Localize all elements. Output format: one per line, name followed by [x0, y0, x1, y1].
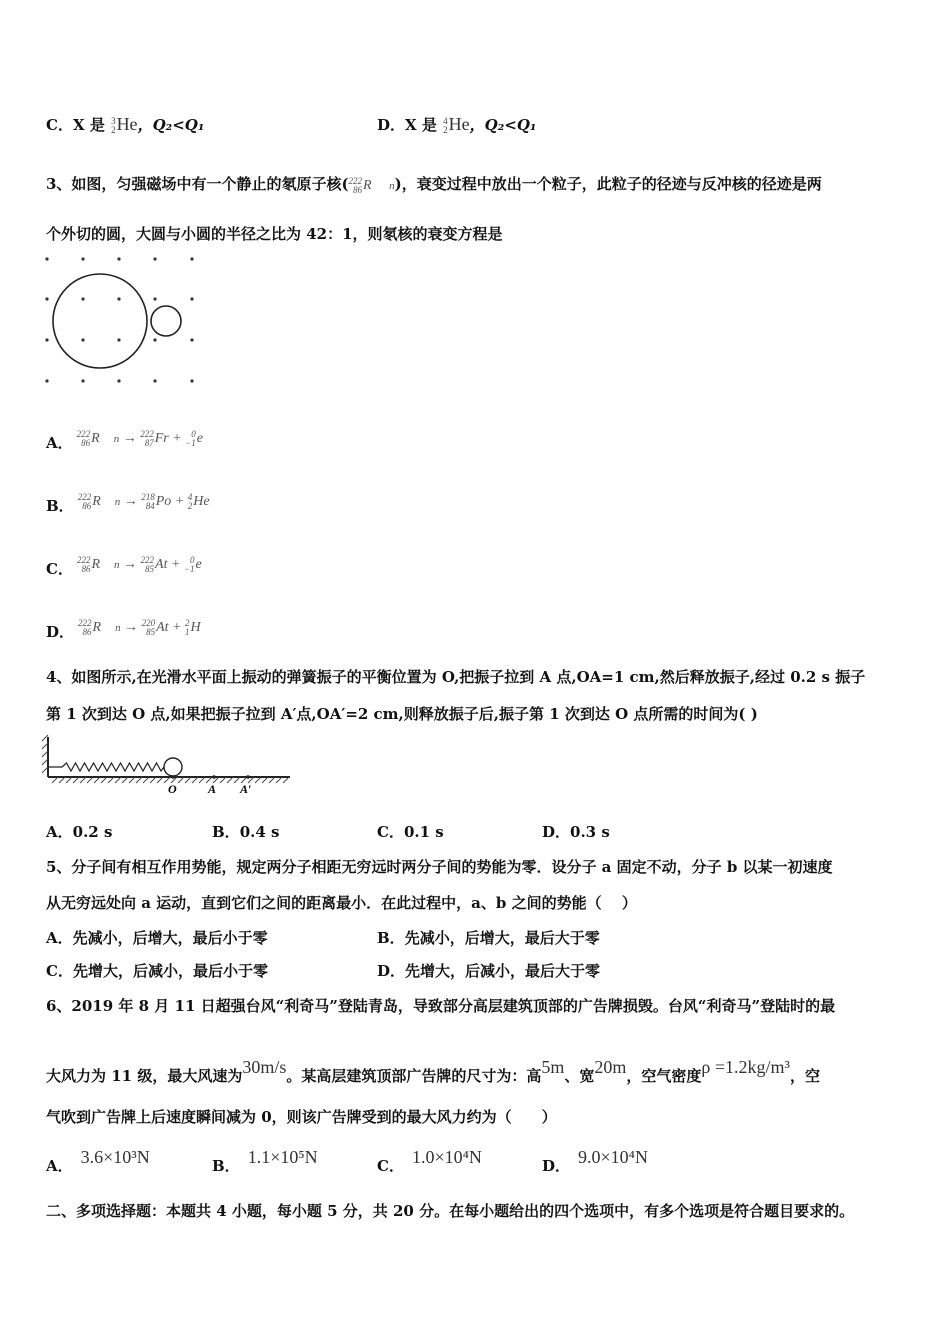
spring-oscillator-figure: [40, 733, 295, 799]
field-dot: [81, 297, 84, 300]
q3-option-c[interactable]: C． 222 86 R n → 222 85 At + 0 −1 e: [46, 554, 202, 578]
q-compare: ，Q₂<Q₁: [137, 116, 205, 134]
q4-option-d[interactable]: D．0.3 s: [542, 823, 610, 841]
q3-stem-line2: 个外切的圆，大圆与小圆的半径之比为 42：1，则氡核的衰变方程是: [46, 225, 503, 243]
option-label: D．: [377, 116, 406, 134]
q4-option-b[interactable]: B．0.4 s: [212, 823, 280, 841]
q5-option-a[interactable]: A．先减小，后增大，最后小于零: [46, 929, 268, 947]
q6-stem-line3: 气吹到广告牌上后速度瞬间减为 0，则该广告牌受到的最大风力约为（ ）: [46, 1108, 557, 1126]
q6-option-b[interactable]: B． 1.1×10⁵N: [212, 1147, 318, 1175]
field-dot: [117, 257, 120, 260]
field-dot: [190, 297, 193, 300]
field-dot: [81, 257, 84, 260]
field-dot: [153, 297, 156, 300]
q6-stem-line1: 6、2019 年 8 月 11 日超强台风“利奇马”登陆青岛，导致部分高层建筑顶部的广告牌损毁。台风“利奇马”登陆时的最: [46, 997, 836, 1015]
nuclide-symbol: He: [448, 114, 470, 134]
q3-option-d[interactable]: D． 222 86 R n → 220 85 At + 2 1 H: [46, 617, 201, 641]
nuclide-index: 4 2: [443, 116, 448, 135]
q2-option-c[interactable]: [46, 113, 204, 136]
q4-stem-line2: 第 1 次到达 O 点,如果把振子拉到 A′点,OA′=2 cm,则释放振子后,振子第 1 次到达 O 点所需的时间为( ): [46, 705, 758, 723]
large-circle-track: [53, 274, 147, 368]
field-dot: [45, 257, 48, 260]
q4-option-c[interactable]: C．0.1 s: [377, 823, 444, 841]
q5-option-d[interactable]: D．先增大，后减小，最后大于零: [377, 962, 601, 980]
q6-option-c[interactable]: C． 1.0×10⁴N: [377, 1147, 482, 1175]
air-density: ρ =1.2kg/m³: [701, 1057, 790, 1077]
option-text: X 是: [72, 116, 105, 134]
field-dot: [117, 297, 120, 300]
wind-speed: 30m/s: [242, 1057, 287, 1077]
q4-option-a[interactable]: A．0.2 s: [46, 823, 113, 841]
field-dot: [153, 379, 156, 382]
q5-stem-line2: 从无穷远处向 a 运动，直到它们之间的距离最小．在此过程中，a、b 之间的势能（ ）: [46, 894, 637, 912]
field-dot: [81, 379, 84, 382]
q6-option-d[interactable]: D． 9.0×10⁴N: [542, 1147, 648, 1175]
field-dot: [117, 338, 120, 341]
section-2-heading: 二、多项选择题：本题共 4 小题，每小题 5 分，共 20 分。在每小题给出的四个选项中，有多个选项是符合题目要求的。: [46, 1202, 855, 1220]
label-o: O: [168, 782, 177, 796]
field-dot: [45, 338, 48, 341]
field-dot: [117, 379, 120, 382]
label-a: A: [208, 782, 217, 796]
q4-stem-line1: 4、如图所示,在光滑水平面上振动的弹簧振子的平衡位置为 O,把振子拉到 A 点,OA=1 cm,然后释放振子,经过 0.2 s 振子: [46, 668, 866, 686]
field-dot: [81, 338, 84, 341]
field-dot: [190, 379, 193, 382]
q-compare: ，Q₂<Q₁: [469, 116, 537, 134]
field-dot: [190, 257, 193, 260]
option-label: C．: [46, 116, 73, 134]
field-dot: [45, 297, 48, 300]
q5-stem-line1: 5、分子间有相互作用势能，规定两分子相距无穷远时两分子间的势能为零．设分子 a 固定不动，分子 b 以某一初速度: [46, 858, 833, 876]
q5-option-b[interactable]: B．先减小，后增大，最后大于零: [377, 929, 600, 947]
magnetic-field-figure: [40, 250, 205, 390]
nuclide-symbol: He: [116, 114, 138, 134]
q6-stem-line2: 大风力为 11 级，最大风速为30m/s。某高层建筑顶部广告牌的尺寸为：高5m、宽20m，空气密度ρ =1.2kg/m³，空: [46, 1057, 820, 1085]
board-width: 20m: [594, 1057, 627, 1077]
q2-option-d[interactable]: [377, 113, 536, 136]
option-text: X 是: [405, 116, 437, 134]
oscillator-ball: [164, 758, 182, 776]
field-dot: [45, 379, 48, 382]
field-dot: [153, 257, 156, 260]
field-dot: [153, 338, 156, 341]
nuclide-index: 3 2: [111, 116, 116, 135]
q3-option-b[interactable]: B． 222 86 R n → 218 84 Po + 4 2 He: [46, 491, 210, 515]
q3-stem-line1: 3、如图，匀强磁场中有一个静止的氡原子核( 222 86 R n)，衰变过程中放出一个粒子，此粒子的径迹与反冲核的径迹是两: [46, 175, 822, 195]
spring: [48, 763, 164, 771]
label-a-prime: A′: [240, 782, 252, 796]
board-height: 5m: [541, 1057, 565, 1077]
field-dot: [190, 338, 193, 341]
small-circle-track: [151, 306, 181, 336]
q5-option-c[interactable]: C．先增大，后减小，最后小于零: [46, 962, 268, 980]
q6-option-a[interactable]: A． 3.6×10³N: [46, 1147, 150, 1175]
q3-option-a[interactable]: A． 222 86 R n → 222 87 Fr + 0 −1 e: [46, 428, 203, 452]
